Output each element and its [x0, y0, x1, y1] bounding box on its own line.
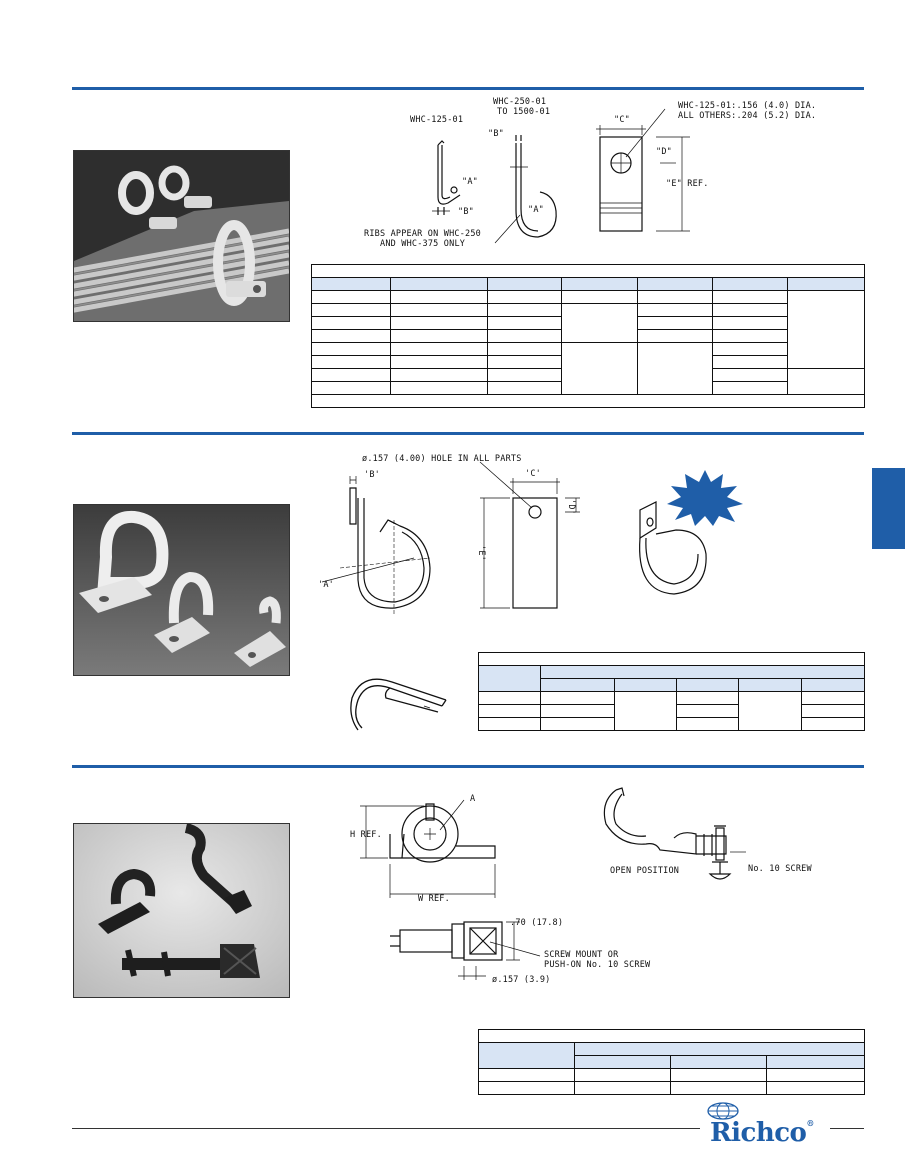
- brand-logo: [710, 1118, 814, 1148]
- label-open-position: OPEN POSITION: [610, 866, 680, 876]
- label-w-ref: W REF.: [418, 894, 450, 904]
- label-whc250-line1: WHC-250-01: [493, 97, 547, 107]
- label-whc125: WHC-125-01: [410, 115, 464, 125]
- label-d: "D": [656, 147, 672, 157]
- label-whc250-line2: TO 1500-01: [497, 107, 551, 117]
- section3-spec-table: [478, 1029, 865, 1095]
- section1-spec-table: [311, 264, 865, 408]
- section2-clip-drawing: [350, 668, 460, 738]
- label-e: 'E': [476, 545, 486, 561]
- footer-rule-left: [72, 1128, 700, 1129]
- label-h-ref: H REF.: [350, 830, 382, 840]
- section3-drawing-right: [596, 780, 846, 890]
- section1-rule: [72, 87, 864, 90]
- section3-photo: [73, 823, 290, 998]
- label-mount-line1: SCREW MOUNT OR: [544, 950, 619, 960]
- label-ribs-line2: AND WHC-375 ONLY: [380, 239, 466, 249]
- section-tab: [872, 468, 905, 549]
- label-e: "E" REF.: [666, 179, 709, 189]
- label-dim157: ø.157 (3.9): [492, 975, 551, 985]
- new-starburst-icon: [665, 470, 745, 526]
- label-c: "C": [614, 115, 630, 125]
- label-mount-line2: PUSH-ON No. 10 SCREW: [544, 960, 651, 970]
- label-ribs-line1: RIBS APPEAR ON WHC-250: [364, 229, 481, 239]
- label-c: 'C': [525, 469, 541, 479]
- label-b2: "B": [458, 207, 474, 217]
- section2-spec-table: [478, 652, 865, 731]
- label-b1: "B": [488, 129, 504, 139]
- label-a2: "A": [528, 205, 544, 215]
- label-a: A: [470, 794, 476, 804]
- label-a1: "A": [462, 177, 478, 187]
- label-a: 'A': [318, 580, 334, 590]
- section1-drawing: [360, 95, 860, 255]
- label-dim70: .70 (17.8): [510, 918, 564, 928]
- brand-name: Richco: [710, 1118, 807, 1148]
- label-hole-line1: WHC-125-01:.156 (4.0) DIA.: [678, 101, 817, 111]
- label-screw: No. 10 SCREW: [748, 864, 812, 874]
- label-hole-line2: ALL OTHERS:.204 (5.2) DIA.: [678, 111, 817, 121]
- section2-photo: [73, 504, 290, 676]
- brand-registered: ®: [806, 1118, 814, 1128]
- section3-rule: [72, 765, 864, 768]
- label-hole: ø.157 (4.00) HOLE IN ALL PARTS: [362, 454, 522, 464]
- section1-photo: [73, 150, 290, 322]
- footer-rule-right: [830, 1128, 864, 1129]
- label-b: 'B': [364, 470, 380, 480]
- label-d: 'D': [566, 499, 576, 515]
- section2-rule: [72, 432, 864, 435]
